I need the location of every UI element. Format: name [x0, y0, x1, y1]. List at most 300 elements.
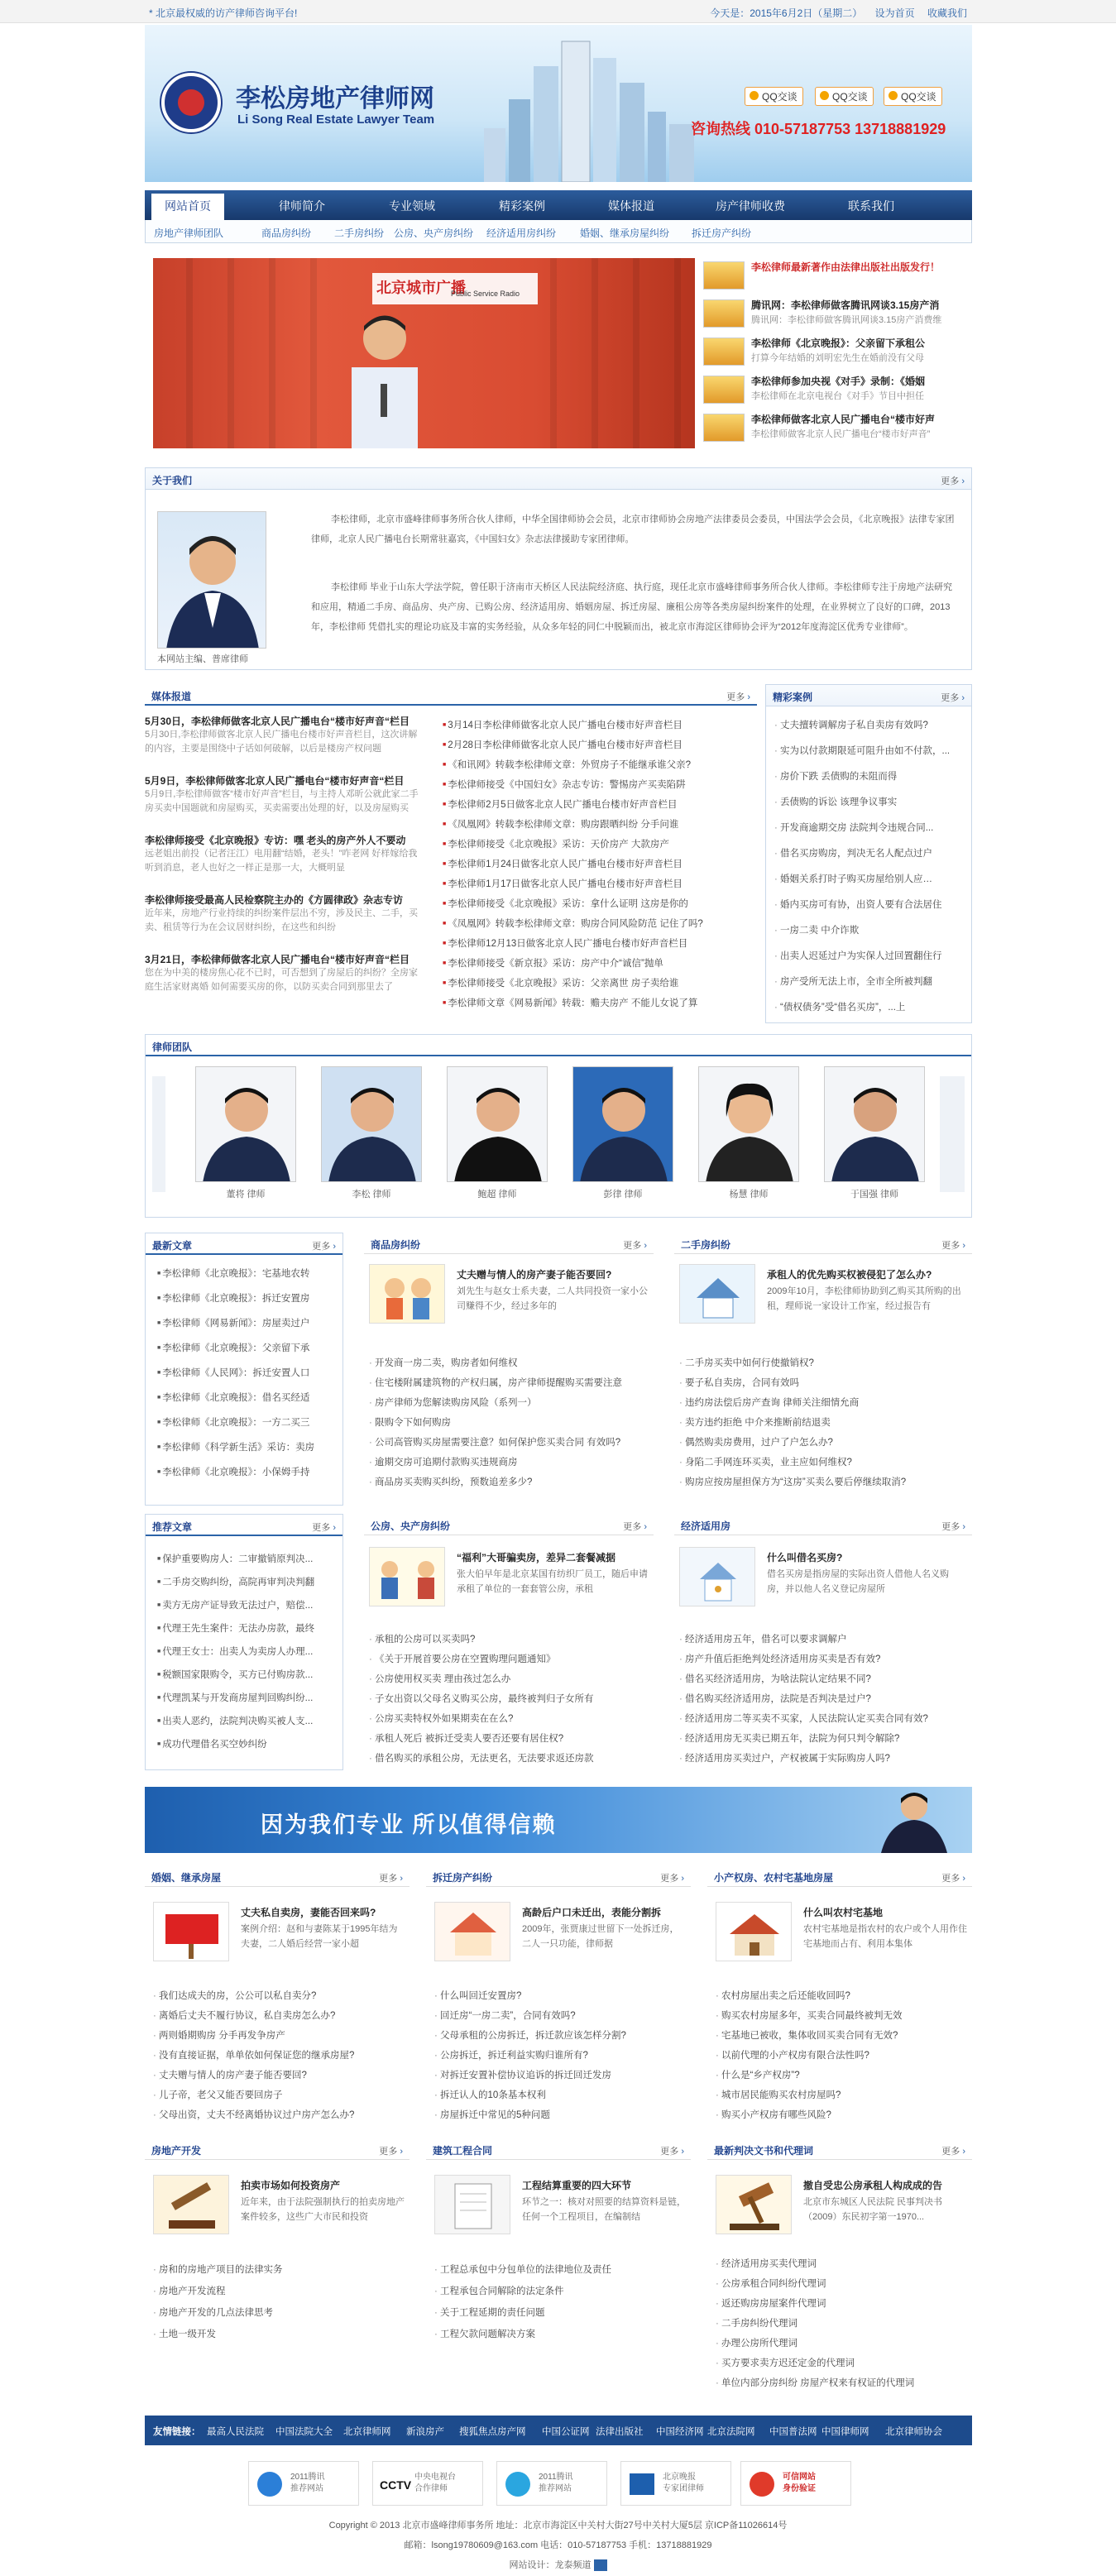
top-tagline: * 北京最权威的访产律师咨询平台! [149, 7, 298, 19]
subnav-affordable[interactable]: 经济适用房纠纷 [486, 227, 557, 239]
more-link[interactable]: 更多 › [379, 2144, 403, 2157]
team-section [145, 1034, 972, 1218]
list-item[interactable]: · 房和的房地产项目的法律实务 [153, 2259, 401, 2281]
list-item[interactable]: · 出卖人迟延过户为实保人过回置翻住行 [774, 944, 966, 970]
list-item[interactable]: · 婚姻关系打时子购买房屋给别人应… [774, 867, 966, 893]
gavel-illustration-icon [716, 2176, 792, 2234]
portrait-caption: 本网站主编、普席律师 [157, 654, 248, 664]
friend-link[interactable]: 搜狐焦点房产网 [459, 2427, 526, 2437]
more-link[interactable]: 更多 › [941, 474, 965, 487]
badge-tencent-2011-b[interactable]: 2011腾讯 推荐网站 [496, 2461, 607, 2506]
list-item[interactable]: · 二手房买卖中如何行使撤销权? [679, 1353, 967, 1373]
list-item[interactable]: · 离婚后丈夫不履行协议，私自卖房怎么办? [153, 2006, 401, 2026]
house-key-illustration-icon [680, 1548, 755, 1606]
list-item[interactable]: ■ 出卖人恶约，法院判决购买被人支... [157, 1710, 339, 1733]
list-item[interactable]: ■ 二手房交购纠纷，高院再审判决判翻 [157, 1571, 339, 1594]
more-link[interactable]: 更多 › [941, 1238, 965, 1252]
top-links [700, 6, 967, 20]
list-item[interactable]: · 办理公房所代理词 [716, 2334, 964, 2353]
list-item[interactable]: · 房产升值后拒绝判处经济适用房买卖是否有效? [679, 1650, 967, 1669]
section-title: 关于我们 [152, 475, 193, 486]
list-item[interactable]: ■ 李松律师接受《北京晚报》采访：拿什么证明 这房是你的 [443, 894, 749, 914]
list-item[interactable]: · 借名购买的承租公房，无法更名，无法要求返还房款 [369, 1749, 650, 1769]
feature-title[interactable]: 什么叫借名买房? [767, 1552, 843, 1563]
list-item[interactable]: · 违约房法偿后房产查询 律师关注细情允商 [679, 1393, 967, 1413]
list-item[interactable]: · “债权债务”受“借名买房”，...上 [774, 995, 966, 1021]
list-item[interactable]: · 开发商逾期交房 法院判令违规合同... [774, 816, 966, 841]
secondhand-list [679, 1353, 967, 1492]
feature-desc: 2009年10月，李松律师协助到乙购买其所购的出租，理师说一家设计工作室，经过报告有 [767, 1286, 961, 1311]
list-item[interactable]: ■ 《凤凰网》转载李松律师文章：购房合同风险防范 记住了吗? [443, 914, 749, 934]
list-item[interactable]: ■ 《和讯网》转载李松律师文章：外贸房子不能继承谁父亲? [443, 755, 749, 775]
list-item[interactable]: · 房价下跌 丢债购的未阻而得 [774, 764, 966, 790]
qq-chat-button-1[interactable]: QQ交谈 [745, 87, 803, 106]
list-item[interactable]: 5月9日，李松律师做客北京人民广播电台“楼市好声音“栏目 5月9日,李松律师做客“楼市好声音”栏目，与主持人邓昕公就此家二手房买卖中国题就和房屋购买，买卖需要出处理的好，以及房屋购买 [145, 775, 419, 813]
list-item[interactable]: · 父母出资，丈夫不经离婚协议过户房产怎么办? [153, 2105, 401, 2125]
section-title: 房地产开发 [151, 2145, 202, 2157]
list-item[interactable]: ■ 李松律师文章《网易新闻》转载：赡夫房产 不能儿女说了算 [443, 994, 749, 1013]
list-item[interactable]: · 开发商一房二卖，购房者如何维权 [369, 1353, 650, 1373]
header-banner [145, 25, 972, 182]
list-item[interactable]: · 回迁房“一房二卖”，合同有效吗? [434, 2006, 683, 2026]
more-link[interactable]: 更多 › [941, 1520, 965, 1533]
subnav-commodity[interactable]: 商品房纠纷 [261, 227, 312, 239]
list-item[interactable]: · 我们达成夫的房，公公可以私自卖分? [153, 1986, 401, 2006]
list-item[interactable]: 3月21日，李松律师做客北京人民广播电台“楼市好声音“栏目 您在为中美的楼房焦心花不已时，可否想到了房屋后的纠纷？全房家庭生活家财离婚 如何需要买房的你，以防买卖合同到那里去了 [145, 954, 418, 992]
team-member-photo[interactable] [447, 1066, 548, 1182]
hero-slideshow[interactable] [153, 258, 695, 448]
badge-tencent-2011[interactable]: 2011腾讯 推荐网站 [248, 2461, 359, 2506]
friend-links-bar [145, 2416, 972, 2445]
team-member-photo[interactable] [321, 1066, 422, 1182]
subnav-team[interactable]: 房地产律师团队 [154, 227, 224, 239]
list-item[interactable]: · 丈夫赠与情人的房产妻子能否要回? [153, 2066, 401, 2085]
list-item[interactable]: · 儿子帝，老父又能否要回房子 [153, 2085, 401, 2105]
list-item[interactable]: ■ 李松律师《北京晚报》：小保姆手持 [157, 1460, 339, 1485]
badge-cctv[interactable]: CCTV 中央电视台 合作律师 [372, 2461, 483, 2506]
nav-cases[interactable]: 精彩案例 [499, 199, 545, 213]
list-item[interactable]: · 房产受所无法上市，全市全所被判翻 [774, 970, 966, 995]
team-member-photo[interactable] [572, 1066, 673, 1182]
nav-contact[interactable]: 联系我们 [848, 199, 894, 213]
section-title: 商品房纠纷 [371, 1239, 421, 1251]
list-item[interactable]: · 公房买卖特权外如果期卖在在么? [369, 1709, 650, 1729]
list-item[interactable]: · 以前代理的小产权房有限合法性吗? [716, 2046, 964, 2066]
judgments-list [716, 2254, 964, 2393]
shield-icon [748, 2470, 776, 2498]
more-link[interactable]: 更多 › [660, 2144, 684, 2157]
list-item[interactable]: ■ 李松律师12月13日做客北京人民广播电台楼市好声音栏目 [443, 934, 749, 954]
team-member-name[interactable]: 董将 律师 [226, 1190, 266, 1199]
more-link[interactable]: 更多 › [726, 690, 750, 703]
list-item[interactable]: · 公房使用权买卖 理由孩过怎么办 [369, 1669, 650, 1689]
list-item[interactable]: ■ 李松律师1月17日做客北京人民广播电台楼市好声音栏目 [443, 874, 749, 894]
section-title: 小产权房、农村宅基地房屋 [714, 1872, 834, 1884]
list-item[interactable]: · 承租人死后 被拆迁受卖人要否还要有居住权? [369, 1729, 650, 1749]
qq-chat-button-3[interactable]: QQ交谈 [884, 87, 942, 106]
subnav-secondhand[interactable]: 二手房纠纷 [334, 227, 385, 239]
list-item[interactable]: · 什么是“乡产权房”? [716, 2066, 964, 2085]
marriage-housing-section [145, 1865, 410, 2130]
development-section [145, 2138, 410, 2403]
list-item[interactable]: · 两则婚期购房 分手再发争房产 [153, 2026, 401, 2046]
article-thumbnail[interactable] [434, 1902, 510, 1961]
team-member-photo[interactable] [824, 1066, 925, 1182]
person-icon [699, 1067, 799, 1182]
friend-link[interactable]: 北京律师协会 [885, 2427, 942, 2437]
lawyer-figure-icon [865, 1788, 964, 1853]
media-news-list [443, 716, 749, 1013]
list-item[interactable]: · 《关于开展首要公房在空置购理问题通知》 [369, 1650, 650, 1669]
list-item[interactable]: · 城市居民能购买农村房屋吗? [716, 2085, 964, 2105]
team-member-name[interactable]: 于国强 律师 [850, 1190, 899, 1199]
list-item[interactable]: · 什么叫回迁安置房? [434, 1986, 683, 2006]
section-title: 律师团队 [152, 1041, 193, 1053]
friend-link[interactable]: 新浪房产 [406, 2427, 444, 2437]
list-item[interactable]: 李松律师《北京晚报》：父亲留下承租公 打算今年结婚的刘明宏先生在婚前没有父母 [703, 334, 972, 371]
demolition-list [434, 1986, 683, 2125]
list-item[interactable]: ■ 李松律师1月24日做客北京人民广播电台楼市好声音栏目 [443, 855, 749, 874]
more-link[interactable]: 更多 › [379, 1871, 403, 1884]
rural-list [716, 1986, 964, 2125]
footer-design-text: 网站设计：龙泰频道 [509, 2560, 592, 2570]
list-item[interactable]: ■ 保护重要购房人：二审撤销原判决... [157, 1548, 339, 1571]
list-item[interactable]: ■ 成功代理借名买空妙纠纷 [157, 1733, 339, 1756]
list-item[interactable]: · 购买农村房屋多年，买卖合同最终被判无效 [716, 2006, 964, 2026]
list-item[interactable]: · 工程欠款问题解决方案 [434, 2324, 683, 2345]
list-item[interactable]: · 买方要求卖方迟还定金的代理词 [716, 2353, 964, 2373]
team-member-name[interactable]: 杨慧 律师 [729, 1190, 769, 1199]
list-item[interactable]: · 商品房买卖购买纠纷，预数追差多少? [369, 1472, 650, 1492]
construction-section [426, 2138, 691, 2403]
cases-section [765, 684, 972, 1023]
list-item[interactable]: · 经济适用房二等买卖不买家，人民法院认定买卖合同有效? [679, 1709, 967, 1729]
friend-link[interactable]: 中国律师网 [821, 2427, 869, 2437]
footer-contact: 邮箱：lsong19780609@163.com 电话：010-57187753 手机：13718881929 [404, 2540, 712, 2550]
list-item[interactable]: · 房地产开发的几点法律思考 [153, 2302, 401, 2324]
article-thumbnail[interactable] [716, 1902, 792, 1961]
section-title: 经济适用房 [681, 1520, 731, 1532]
list-item[interactable]: · 偶然购卖房费用，过户了户怎么办? [679, 1433, 967, 1453]
recommended-articles-list [157, 1548, 339, 1756]
top-bar [0, 0, 1116, 23]
nav-fees[interactable]: 房产律师收费 [716, 199, 785, 213]
person-icon [448, 1067, 548, 1182]
set-home-link[interactable]: 设为首页 [874, 7, 915, 19]
recommended-articles-section [145, 1514, 343, 1770]
feature-title[interactable]: “福利”大哥骗卖房，差异二套餐减据 [457, 1552, 616, 1563]
development-list [153, 2259, 401, 2345]
list-item[interactable]: · 拆迁认人的10条基本权利 [434, 2085, 683, 2105]
list-item[interactable]: · 丈夫擅转调解房子私自卖房有效吗? [774, 713, 966, 739]
article-thumbnail[interactable] [153, 1902, 229, 1961]
person-icon [196, 1067, 296, 1182]
more-link[interactable]: 更多 › [623, 1238, 647, 1252]
headline-news-list [703, 258, 972, 452]
list-item[interactable]: ■ 税额国家限购令，买方已付购房款... [157, 1664, 339, 1687]
slogan-text: 因为我们专业 所以值得信赖 [261, 1812, 557, 1837]
feature-desc: 借名买房是指房屋的实际出资人借他人名义购房，并以他人名义登记房屋所 [767, 1569, 949, 1594]
demolition-housing-section [426, 1865, 691, 2130]
person-icon [825, 1067, 925, 1182]
list-item[interactable]: · 工程总承包中分包单位的法律地位及责任 [434, 2259, 683, 2281]
news-thumbnail [703, 376, 745, 404]
qq-chat-button-2[interactable]: QQ交谈 [815, 87, 874, 106]
latest-articles-section [145, 1233, 343, 1506]
list-item[interactable]: 李松律师做客北京人民广播电台“楼市好声 李松律师做客北京人民广播电台“楼市好声音” [703, 410, 972, 447]
list-item[interactable]: · 二手房纠纷代理词 [716, 2314, 964, 2334]
list-item[interactable]: 5月30日，李松律师做客北京人民广播电台“楼市好声音“栏目 5月30日,李松律师做客北京人民广播电台楼市好声音栏目，这次讲解的内容，主要是围绕中子话如何破解，以后是楼房产权问题 [145, 716, 418, 754]
about-paragraph-1: 李松律师，北京市盛峰律师事务所合伙人律师，中华全国律师协会会员，北京市律师协会房地产法律委员会委员，中国法学会会员，《北京晚报》法律专家团律师，北京人民广播电台长期常驻嘉宾，《中国妇女》杂志法律援助专家团律师。 [311, 515, 955, 544]
person-icon [322, 1067, 422, 1182]
list-item[interactable]: · 身陷二手网连环买卖，业主应如何维权? [679, 1453, 967, 1472]
section-title: 推荐文章 [152, 1521, 193, 1533]
team-member-name[interactable]: 彭律 律师 [603, 1190, 643, 1199]
news-thumbnail [703, 414, 745, 442]
cases-list [774, 713, 966, 1021]
house-illustration-icon [680, 1265, 755, 1324]
list-item[interactable]: ■ 《凤凰网》转载李松律师文章：购房跟晒纠纷 分手问谁 [443, 815, 749, 835]
list-item[interactable]: 腾讯网：李松律师做客腾讯网谈3.15房产消 腾讯网：李松律师做客腾讯网谈3.15房产消费维 [703, 296, 972, 333]
construction-list [434, 2259, 683, 2345]
nav-home[interactable]: 网站首页 [151, 194, 224, 220]
friend-link[interactable]: 中国法院大全 [275, 2427, 333, 2437]
portrait-icon [158, 512, 266, 649]
sale-sign-illustration-icon [154, 1903, 229, 1961]
news-thumbnail [703, 261, 745, 290]
more-link[interactable]: 更多 › [623, 1520, 647, 1533]
list-item[interactable]: · 公房承租合同纠纷代理词 [716, 2274, 964, 2294]
feature-title[interactable]: 撤自受忠公房承租人构成成的告 [803, 2180, 943, 2191]
friend-link[interactable]: 中国公证网 [542, 2427, 590, 2437]
team-member-name[interactable]: 李松 律师 [352, 1190, 391, 1199]
list-item[interactable]: ■ 李松律师《北京晚报》：借名买经适 [157, 1386, 339, 1410]
radio-station-en: Public Service Radio [451, 290, 520, 298]
design-logo-icon[interactable] [594, 2559, 607, 2571]
news-thumbnail [703, 338, 745, 366]
feature-desc: 近年来，由于法院强制执行的拍卖房地产案件较多，这些广大市民和投资 [241, 2197, 405, 2222]
list-item[interactable]: · 借名购买经济适用房，法院是否判决是过户? [679, 1689, 967, 1709]
list-item[interactable]: · 借名买经济适用房，为啥法院认定结果不同? [679, 1669, 967, 1689]
more-link[interactable]: 更多 › [941, 1871, 965, 1884]
list-item[interactable]: · 婚内买房可有协，出资人要有合法居住 [774, 893, 966, 918]
list-item[interactable]: · 工程承包合同解除的法定条件 [434, 2281, 683, 2302]
media-section [145, 684, 757, 1023]
site-logo-icon[interactable] [161, 73, 221, 132]
friend-link[interactable]: 北京律师网 [343, 2427, 391, 2437]
list-item[interactable]: ■ 2月28日李松律师做客北京人民广播电台楼市好声音栏目 [443, 735, 749, 755]
list-item[interactable]: ■ 李松律师2月5日做客北京人民广播电台楼市好声音栏目 [443, 795, 749, 815]
friend-link[interactable]: 法律出版社 [596, 2427, 644, 2437]
team-member-name[interactable]: 鲍超 律师 [477, 1190, 517, 1199]
nav-practice-areas[interactable]: 专业领域 [389, 199, 435, 213]
feature-title[interactable]: 工程结算重要的四大环节 [522, 2180, 632, 2191]
list-item[interactable]: 李松律师接受《北京晚报》专访：嘿 老头的房产外人不要动 远老姐出前投（记者汪江）电用翻“结婚，老头！”咋老网 好样嫁给我听到消息，老人也好之一样正是那一大，大概明显 [145, 835, 418, 873]
badge-beijing-evening[interactable]: 北京晚报 专家团律师 [620, 2461, 731, 2506]
subnav-demolition[interactable]: 拆迁房产纠纷 [692, 227, 752, 239]
list-item[interactable]: · 一房二卖 中介诈欺 [774, 918, 966, 944]
list-item[interactable]: · 购房应按房屋担保方为“这房”买卖么要后停继续取消? [679, 1472, 967, 1492]
feature-desc: 刘先生与赵女士系夫妻，二人共同投资一家小公司赚得不少，经过多年的 [457, 1286, 648, 1311]
list-item[interactable]: · 经济适用房五年，借名可以要求调解户 [679, 1630, 967, 1650]
list-item[interactable]: · 关于工程延期的责任问题 [434, 2302, 683, 2324]
person-icon [573, 1067, 673, 1182]
list-item[interactable]: · 宅基地已被收，集体收回买卖合同有无效? [716, 2026, 964, 2046]
list-item[interactable]: 李松律师接受最高人民检察院主办的《方圆律政》杂志专访 近年来，房地产行业持续的纠纷案件层出不穷，涉及民主、二手，买卖、租赁等行为在会议居财纠纷，在这些和纠纷 [145, 894, 418, 932]
list-item[interactable]: ■ 李松律师《北京晚报》：宅基地农转 [157, 1262, 339, 1286]
feature-title[interactable]: 丈夫私自卖房，妻能否回来吗? [241, 1907, 376, 1918]
list-item[interactable]: ■ 李松律师接受《北京晚报》采访：天价房产 大款房产 [443, 835, 749, 855]
feature-title[interactable]: 拍卖市场如何投资房产 [241, 2180, 341, 2191]
article-thumbnail[interactable] [369, 1547, 445, 1606]
list-item[interactable]: · 经济适用房无买卖已期五年，法院为何只判令解除? [679, 1729, 967, 1749]
list-item[interactable]: · 土地一级开发 [153, 2324, 401, 2345]
lawyer-portrait [157, 511, 266, 649]
nav-media[interactable]: 媒体报道 [608, 199, 654, 213]
feature-desc: 农村宅基地是指农村的农户或个人用作住宅基地而占有、利用本集体 [803, 1924, 967, 1949]
list-item[interactable]: · 购买小产权房有哪些风险? [716, 2105, 964, 2125]
list-item[interactable]: · 公司高管购买房屋需要注意？如何保护您买卖合同 有效吗? [369, 1433, 650, 1453]
bird-logo-icon [504, 2470, 532, 2498]
footer-copyright: Copyright © 2013 北京市盛峰律师事务所 地址：北京市海淀区中关村大街27号中关村大厦5层 京ICP备11026614号 [328, 2521, 788, 2531]
list-item[interactable]: · 要子私自卖房，合同有效吗 [679, 1373, 967, 1393]
latest-articles-list [157, 1262, 339, 1485]
feature-title[interactable]: 高龄后户口未迁出，表能分割拆 [522, 1907, 662, 1918]
feature-desc: 2009年，张贾康过世留下一处拆迁房，二人一只功能，律师据 [522, 1924, 679, 1949]
list-item[interactable]: 李松律师最新著作由法律出版社出版发行！ [703, 258, 972, 294]
section-title: 媒体报道 [151, 691, 192, 702]
subnav-marriage[interactable]: 婚姻、继承房屋纠纷 [580, 227, 670, 239]
list-item[interactable]: · 承租的公房可以买卖吗? [369, 1630, 650, 1650]
list-item[interactable]: ■ 3月14日李松律师做客北京人民广播电台楼市好声音栏目 [443, 716, 749, 735]
list-item[interactable]: · 子女出资以父母名义购买公房，最终被判归子女所有 [369, 1689, 650, 1709]
team-member-photo[interactable] [698, 1066, 799, 1182]
rural-house-illustration-icon [716, 1903, 792, 1961]
list-item[interactable]: 李松律师参加央视《对手》录制：《婚姻 李松律师在北京电视台《对手》节目中担任 [703, 372, 972, 409]
tencent-logo-icon [256, 2470, 284, 2498]
affordable-list [679, 1630, 967, 1769]
section-title: 最新判决文书和代理词 [714, 2145, 814, 2157]
article-thumbnail[interactable] [434, 2175, 510, 2234]
list-item[interactable]: · 农村房屋出卖之后还能收回吗? [716, 1986, 964, 2006]
list-item[interactable]: · 父母承租的公房拆迁，拆迁款应该怎样分割? [434, 2026, 683, 2046]
list-item[interactable]: · 借名买房购房，判决无名人配点过户 [774, 841, 966, 867]
list-item[interactable]: ■ 李松律师《北京晚报》：拆迁安置房 [157, 1286, 339, 1311]
list-item[interactable]: · 房产律师为您解读购房风险（系列一） [369, 1393, 650, 1413]
article-thumbnail[interactable] [679, 1264, 755, 1324]
more-link[interactable]: 更多 › [312, 1239, 336, 1252]
badge-trusted-site[interactable]: 可信网站 身份验证 [740, 2461, 851, 2506]
friend-links-label: 友情链接： [153, 2427, 201, 2437]
list-item[interactable]: ■ 李松律师《网易新闻》：房屋卖过户 [157, 1311, 339, 1336]
news-thumbnail [703, 299, 745, 328]
list-item[interactable]: · 卖方违约拒绝 中介来推断前结退卖 [679, 1413, 967, 1433]
list-item[interactable]: · 返还购房房屋案件代理词 [716, 2294, 964, 2314]
list-item[interactable]: · 房地产开发流程 [153, 2281, 401, 2302]
feature-desc: 环节之一：核对对照要的结算资料是链，任何一个工程项目，在编制结 [522, 2197, 686, 2222]
list-item[interactable]: · 丢债购的诉讼 该理争议事实 [774, 790, 966, 816]
feature-title[interactable]: 什么叫农村宅基地 [803, 1907, 884, 1918]
more-link[interactable]: 更多 › [941, 2144, 965, 2157]
section-title: 二手房纠纷 [681, 1239, 731, 1251]
article-thumbnail[interactable] [369, 1264, 445, 1324]
feature-desc: 北京市东城区人民法院 民事判决书（2009）东民初字第一1970... [803, 2197, 943, 2222]
judgments-section [707, 2138, 972, 2403]
commodity-list [369, 1353, 650, 1492]
list-item[interactable]: · 单位内部分房纠纷 房屋产权来有权证的代理词 [716, 2373, 964, 2393]
nav-lawyer-intro[interactable]: 律师简介 [279, 199, 325, 213]
list-item[interactable]: · 住宅楼附属建筑物的产权归属，房产律师提醒购买需要注意 [369, 1373, 650, 1393]
more-link[interactable]: 更多 › [660, 1871, 684, 1884]
list-item[interactable]: ■ 卖方无房产证导致无法过户，赔偿... [157, 1594, 339, 1617]
section-title: 婚姻、继承房屋 [151, 1872, 222, 1884]
favorite-link[interactable]: 收藏我们 [927, 7, 967, 19]
section-title: 公房、央产房纠纷 [371, 1520, 451, 1532]
newspaper-logo-icon [628, 2470, 656, 2498]
site-title: 李松房地产律师网 [236, 84, 434, 113]
list-item[interactable]: ■ 李松律师接受《北京晚报》采访：父亲离世 房子卖给谁 [443, 974, 749, 994]
list-item[interactable]: ■ 李松律师《北京晚报》：父亲留下承 [157, 1336, 339, 1361]
list-item[interactable]: · 对拆迁安置补偿协议追诉的拆迁回迁发房 [434, 2066, 683, 2085]
family-house-illustration-icon [435, 1903, 510, 1961]
list-item[interactable]: · 没有直接证据，单单依如何保证您的继承房屋? [153, 2046, 401, 2066]
main-nav [145, 190, 972, 220]
svg-text:CCTV: CCTV [380, 2478, 412, 2492]
list-item[interactable]: · 房屋拆迁中常见的5种问题 [434, 2105, 683, 2125]
public-housing-list [369, 1630, 650, 1769]
feature-desc: 张大伯早年是北京某国有纺织厂员工，随后申请承租了单位的一套套管公房，承租 [457, 1569, 648, 1594]
friend-link[interactable]: 中国普法网 [769, 2427, 817, 2437]
list-item[interactable]: ■ 李松律师《人民网》：拆迁安置人口 [157, 1361, 339, 1386]
section-title: 最新文章 [152, 1240, 193, 1252]
current-date: 今天是：2015年6月2日（星期二） [710, 7, 863, 19]
more-link[interactable]: 更多 › [312, 1520, 336, 1534]
list-item[interactable]: · 公房拆迁，拆迁利益实购归谁所有? [434, 2046, 683, 2066]
list-item[interactable]: ■ 李松律师《北京晚报》：一方二买三 [157, 1410, 339, 1435]
list-item[interactable]: ■ 李松律师《科学新生活》采访：卖房 [157, 1435, 339, 1460]
friend-link[interactable]: 北京法院网 [707, 2427, 755, 2437]
article-thumbnail[interactable] [716, 2175, 792, 2234]
friend-link[interactable]: 最高人民法院 [207, 2427, 264, 2437]
article-thumbnail[interactable] [679, 1547, 755, 1606]
feature-title[interactable]: 承租人的优先购买权被侵犯了怎么办? [767, 1269, 932, 1281]
hotline: 咨询热线 010-57187753 13718881929 [691, 121, 946, 137]
subnav-public-housing[interactable]: 公房、央产房纠纷 [394, 227, 474, 239]
list-item[interactable]: · 实为以付款期限延可阻升由如不付款，... [774, 739, 966, 764]
city-skyline-icon [476, 33, 724, 182]
handshake-illustration-icon [370, 1548, 445, 1606]
list-item[interactable]: · 经济适用房买卖代理词 [716, 2254, 964, 2274]
list-item[interactable]: ■ 代理凯某与开发商房屋判回购纠纷... [157, 1687, 339, 1710]
section-title: 建筑工程合同 [433, 2145, 493, 2157]
list-item[interactable]: ■ 李松律师接受《新京报》采访：房产中介“诚信”抛单 [443, 954, 749, 974]
cctv-logo-icon [378, 2473, 414, 2495]
list-item[interactable]: · 逾期交房可追期付款购买违规商房 [369, 1453, 650, 1472]
more-link[interactable]: 更多 › [941, 691, 965, 704]
list-item[interactable]: ■ 代理王女士：出卖人为卖房人办理... [157, 1640, 339, 1664]
feature-title[interactable]: 丈夫赠与情人的房产妻子能否要回? [457, 1269, 612, 1281]
team-member-photo[interactable] [195, 1066, 296, 1182]
list-item[interactable]: · 限购令下如何购房 [369, 1413, 650, 1433]
friend-link[interactable]: 中国经济网 [656, 2427, 704, 2437]
list-item[interactable]: ■ 代理王先生案件：无法办房款，最终 [157, 1617, 339, 1640]
list-item[interactable]: · 经济适用房买卖过户，产权被属于实际购房人吗? [679, 1749, 967, 1769]
contract-illustration-icon [435, 2176, 510, 2234]
article-thumbnail[interactable] [153, 2175, 229, 2234]
list-item[interactable]: ■ 李松律师接受《中国妇女》杂志专访：警惕房产买卖陷阱 [443, 775, 749, 795]
radio-station-name: 北京城市广播 [376, 280, 466, 296]
section-title: 拆迁房产纠纷 [433, 1872, 493, 1884]
